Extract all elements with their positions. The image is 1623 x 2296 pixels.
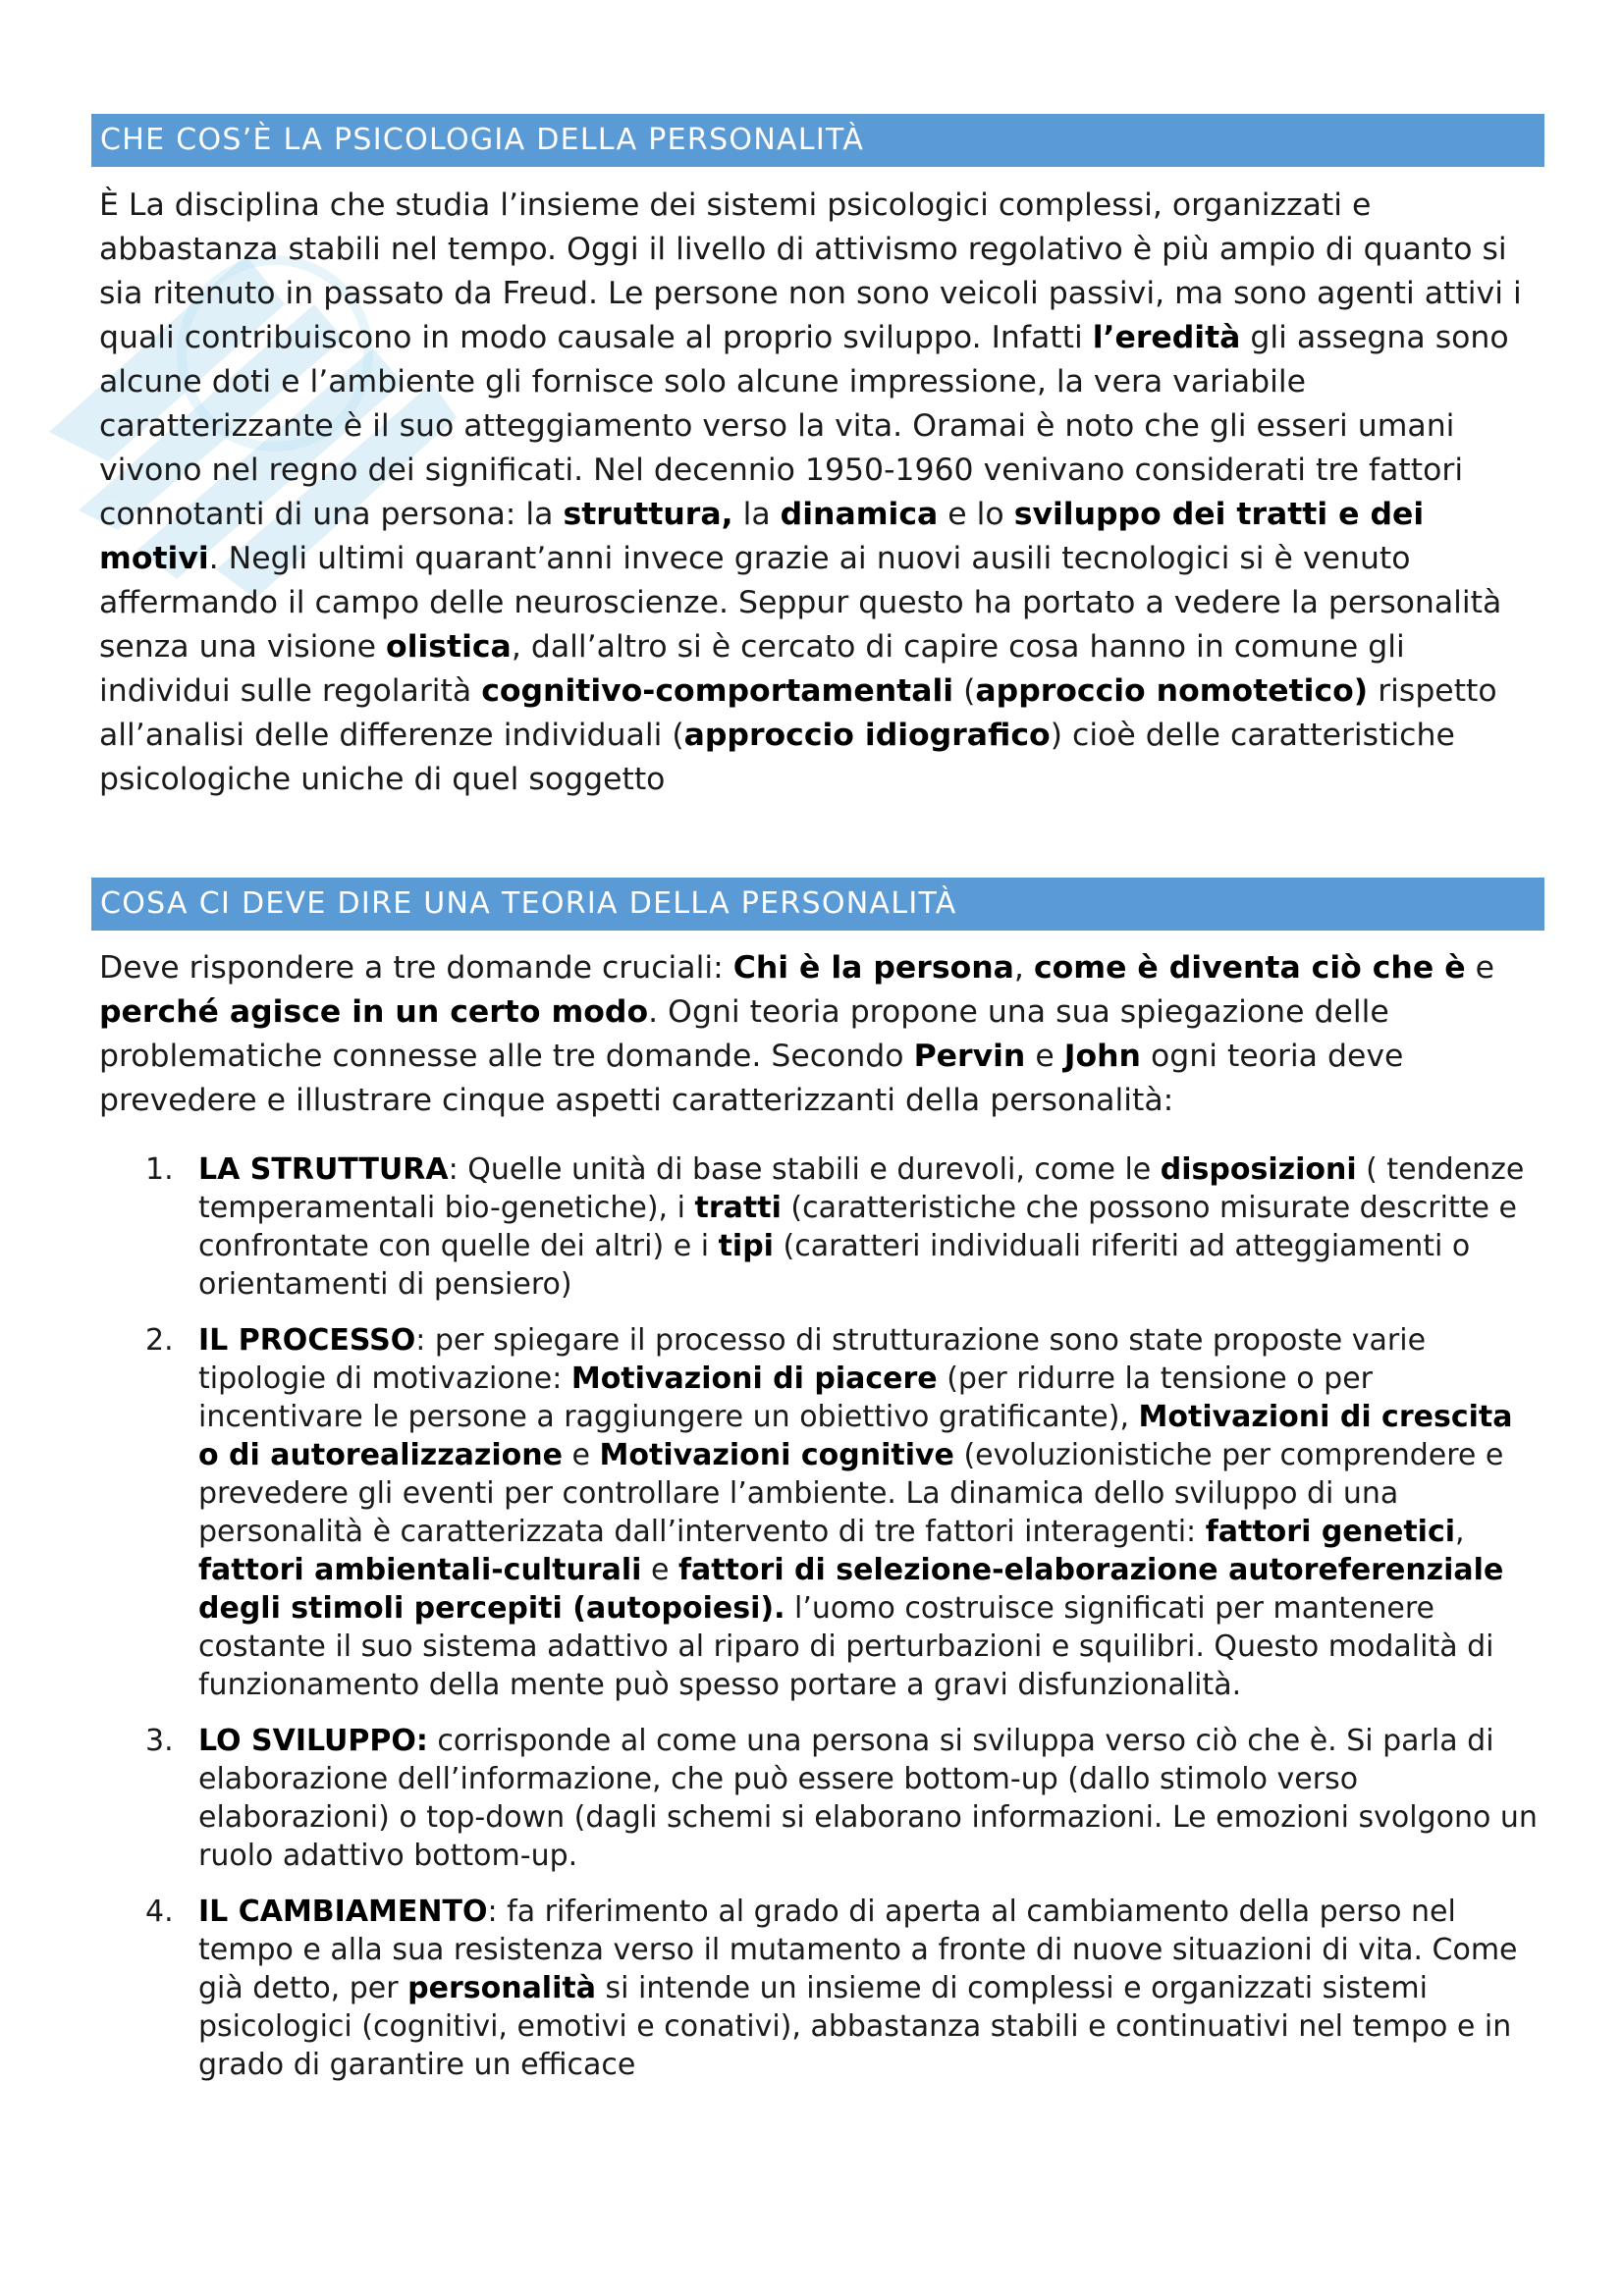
list-item: [99, 1321, 1538, 1704]
paragraph-theory-intro: Deve rispondere a tre domande cruciali: Chi è la persona, come è diventa ciò che è e perché agisce in un certo modo. Ogni teoria propone una sua spiegazione delle problematiche connesse alle tre domande. Secondo Pervin e John ogni teoria deve prevedere e illustrare cinque aspetti caratterizzanti della personalità:: [99, 950, 1494, 1118]
bold-term: LO SVILUPPO:: [198, 1724, 428, 1758]
bold-term: approccio idiografico: [683, 718, 1051, 753]
section-heading-definition: CHE COS’È LA PSICOLOGIA DELLA PERSONALITÀ: [91, 114, 1544, 167]
list-item-number: 1.: [145, 1152, 174, 1187]
bold-term: perché agisce in un certo modo: [99, 994, 649, 1030]
bold-term: personalità: [407, 1971, 596, 2005]
bold-term: IL PROCESSO: [198, 1323, 416, 1358]
section-heading-theory: COSA CI DEVE DIRE UNA TEORIA DELLA PERSONALITÀ: [91, 878, 1544, 931]
paragraph-definition: È La disciplina che studia l’insieme dei sistemi psicologici complessi, organizzati e abbastanza stabili nel tempo. Oggi il livello di attivismo regolativo è più ampio di quanto si sia ritenuto in passato da Freud. Le persone non sono veicoli passivi, ma sono agenti attivi i quali contribuiscono in modo causale al proprio sviluppo. Infatti l’eredità gli assegna sono alcune doti e l’ambiente gli fornisce solo alcune impressione, la vera variabile caratterizzante è il suo atteggiamento verso la vita. Oramai è noto che gli esseri umani vivono nel regno dei significati. Nel decennio 1950-1960 venivano considerati tre fattori connotanti di una persona: la struttura, la dinamica e lo sviluppo dei tratti e dei motivi. Negli ultimi quarant’anni invece grazie ai nuovi ausili tecnologici si è venuto affermando il campo delle neuroscienze. Seppur questo ha portato a vedere la personalità senza una visione olistica, dall’altro si è cercato di capire cosa hanno in comune gli individui sulle regolarità cognitivo-comportamentali (approccio nomotetico) rispetto all’analisi delle differenze individuali (approccio idiografico) cioè delle caratteristiche psicologiche uniche di quel soggetto: [99, 187, 1522, 797]
bold-term: LA STRUTTURA: [198, 1152, 449, 1187]
bold-term: fattori di selezione-elaborazione autoreferenziale degli stimoli percepiti (autopoiesi).: [198, 1553, 1504, 1626]
bold-term: come è diventa ciò che è: [1033, 950, 1466, 986]
bold-term: tipi: [718, 1229, 774, 1263]
list-item: [99, 1722, 1538, 1875]
list-item-number: 3.: [145, 1724, 174, 1758]
bold-term: Motivazioni di crescita o di autorealizzazione: [198, 1400, 1513, 1472]
bold-term: Chi è la persona: [732, 950, 1014, 986]
list-item-number: 4.: [145, 1895, 174, 1929]
list-item-text: IL CAMBIAMENTO: fa riferimento al grado di aperta al cambiamento della perso nel tempo e alla sua resistenza verso il mutamento a fronte di nuove situazioni di vita. Come già detto, per personalità si intende un insieme di complessi e organizzati sistemi psicologici (cognitivi, emotivi e conativi), abbastanza stabili e continuativi nel tempo e in grado di garantire un efficace: [198, 1895, 1518, 2082]
bold-term: dinamica: [780, 497, 939, 532]
bold-term: fattori ambientali-culturali: [198, 1553, 642, 1587]
bold-term: IL CAMBIAMENTO: [198, 1895, 488, 1929]
bold-term: Pervin: [913, 1039, 1026, 1074]
numbered-aspects-list: [99, 1150, 1538, 2102]
bold-term: Motivazioni cognitive: [599, 1438, 954, 1472]
bold-term: John: [1063, 1039, 1141, 1074]
bold-term: disposizioni: [1160, 1152, 1357, 1187]
bold-term: approccio nomotetico): [975, 673, 1369, 709]
bold-term: tratti: [694, 1191, 782, 1225]
list-item-text: IL PROCESSO: per spiegare il processo di strutturazione sono state proposte varie tipologie di motivazione: Motivazioni di piacere (per ridurre la tensione o per incentivare le persone a raggiungere un obiettivo gratificante), Motivazioni di crescita o di autorealizzazione e Motivazioni cognitive (evoluzionistiche per comprendere e prevedere gli eventi per controllare l’ambiente. La dinamica dello sviluppo di una personalità è caratterizzata dall’intervento di tre fattori interagenti: fattori genetici, fattori ambientali-culturali e fattori di selezione-elaborazione autoreferenziale degli stimoli percepiti (autopoiesi). l’uomo costruisce significati per mantenere costante il suo sistema adattivo al riparo di perturbazioni e squilibri. Questo modalità di funzionamento della mente può spesso portare a gravi disfunzionalità.: [198, 1323, 1513, 1702]
list-item-number: 2.: [145, 1323, 174, 1358]
bold-term: olistica: [386, 629, 512, 665]
bold-term: struttura,: [563, 497, 733, 532]
list-item: [99, 1150, 1538, 1304]
list-item-text: LA STRUTTURA: Quelle unità di base stabili e durevoli, come le disposizioni ( tendenze temperamentali bio-genetiche), i tratti (caratteristiche che possono misurate descritte e confrontate con quelle dei altri) e i tipi (caratteri individuali riferiti ad atteggiamenti o orientamenti di pensiero): [198, 1152, 1525, 1302]
list-item: [99, 1893, 1538, 2084]
list-item-text: LO SVILUPPO: corrisponde al come una persona si sviluppa verso ciò che è. Si parla di elaborazione dell’informazione, che può essere bottom-up (dallo stimolo verso elaborazioni) o top-down (dagli schemi si elaborano informazioni. Le emozioni svolgono un ruolo adattivo bottom-up.: [198, 1724, 1538, 1873]
bold-term: l’eredità: [1092, 320, 1241, 355]
bold-term: Motivazioni di piacere: [570, 1362, 938, 1396]
bold-term: sviluppo dei tratti e dei motivi: [99, 497, 1425, 576]
bold-term: fattori genetici: [1205, 1515, 1456, 1549]
bold-term: cognitivo-comportamentali: [481, 673, 954, 709]
